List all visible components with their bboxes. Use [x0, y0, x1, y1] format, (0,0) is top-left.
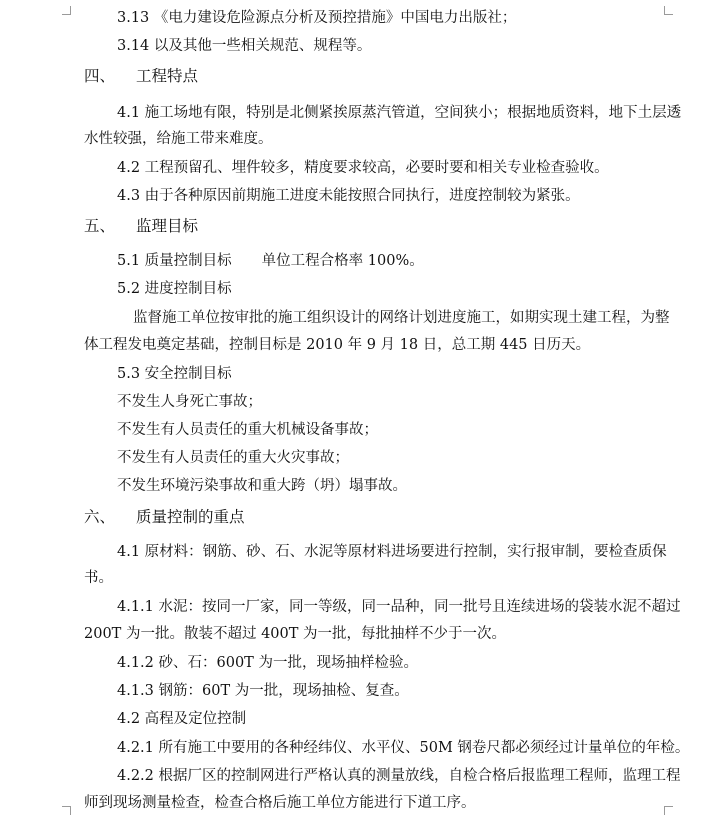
page-corner-mark-bottom-right	[664, 806, 673, 815]
section-title: 工程特点	[136, 67, 199, 85]
text-line: 4.1 施工场地有限，特别是北侧紧挨原蒸汽管道，空间狭小；根据地质资料，地下土层透	[117, 105, 682, 121]
text-line: 5.2 进度控制目标	[117, 281, 232, 297]
text-fragment: 单位工程合格率 100%。	[261, 253, 424, 269]
section-heading-6	[84, 507, 245, 527]
page-corner-mark-bottom-left	[62, 806, 71, 815]
text-line: 书。	[84, 570, 113, 586]
text-line: 200T 为一批。散装不超过 400T 为一批，每批抽样不少于一次。	[84, 626, 507, 642]
text-line: 4.1.2 砂、石：600T 为一批，现场抽样检验。	[117, 655, 418, 671]
page-corner-mark-top-left	[62, 6, 71, 15]
page-corner-mark-top-right	[664, 6, 673, 15]
text-line: 不发生人身死亡事故；	[117, 394, 262, 410]
text-line: 水性较强，给施工带来难度。	[84, 131, 273, 147]
text-line: 5.3 安全控制目标	[117, 366, 232, 382]
section-number: 六、	[84, 508, 116, 526]
text-line: 体工程发电奠定基础，控制目标是 2010 年 9 月 18 日，总工期 445 日历天。	[84, 337, 591, 353]
text-line: 4.1.3 钢筋：60T 为一批，现场抽检、复查。	[117, 683, 409, 699]
text-line: 4.1 原材料：钢筋、砂、石、水泥等原材料进场要进行控制，实行报审制，要检查质保	[117, 544, 667, 560]
section-heading-5	[84, 216, 198, 236]
section-title: 质量控制的重点	[136, 508, 245, 526]
text-line: 4.2 高程及定位控制	[117, 711, 247, 727]
section-heading-4	[84, 66, 198, 86]
text-line	[117, 251, 424, 271]
text-line: 不发生有人员责任的重大火灾事故；	[117, 450, 349, 466]
text-line: 4.1.1 水泥：按同一厂家，同一等级，同一品种，同一批号且连续进场的袋装水泥不超过	[117, 599, 681, 615]
section-title: 监理目标	[136, 217, 199, 235]
text-line: 4.2.2 根据厂区的控制网进行严格认真的测量放线，自检合格后报监理工程师，监理工程	[117, 768, 681, 784]
text-line: 不发生环境污染事故和重大跨（坍）塌事故。	[117, 478, 407, 494]
section-number: 四、	[84, 67, 116, 85]
text-line: 3.13 《电力建设危险源点分析及预控措施》中国电力出版社；	[117, 10, 517, 26]
section-number: 五、	[84, 217, 116, 235]
text-line: 4.3 由于各种原因前期施工进度未能按照合同执行，进度控制较为紧张。	[117, 188, 580, 204]
text-line: 师到现场测量检查，检查合格后施工单位方能进行下道工序。	[84, 795, 476, 811]
text-line: 监督施工单位按审批的施工组织设计的网络计划进度施工，如期实现土建工程，为整	[133, 310, 670, 326]
text-fragment: 5.1 质量控制目标	[117, 253, 232, 269]
text-line: 4.2 工程预留孔、埋件较多，精度要求较高，必要时要和相关专业检查验收。	[117, 160, 609, 176]
text-line: 4.2.1 所有施工中要用的各种经纬仪、水平仪、50M 钢卷尺都必须经过计量单位的年检。	[117, 740, 690, 756]
text-line: 3.14 以及其他一些相关规范、规程等。	[117, 38, 372, 54]
text-line: 不发生有人员责任的重大机械设备事故；	[117, 422, 378, 438]
